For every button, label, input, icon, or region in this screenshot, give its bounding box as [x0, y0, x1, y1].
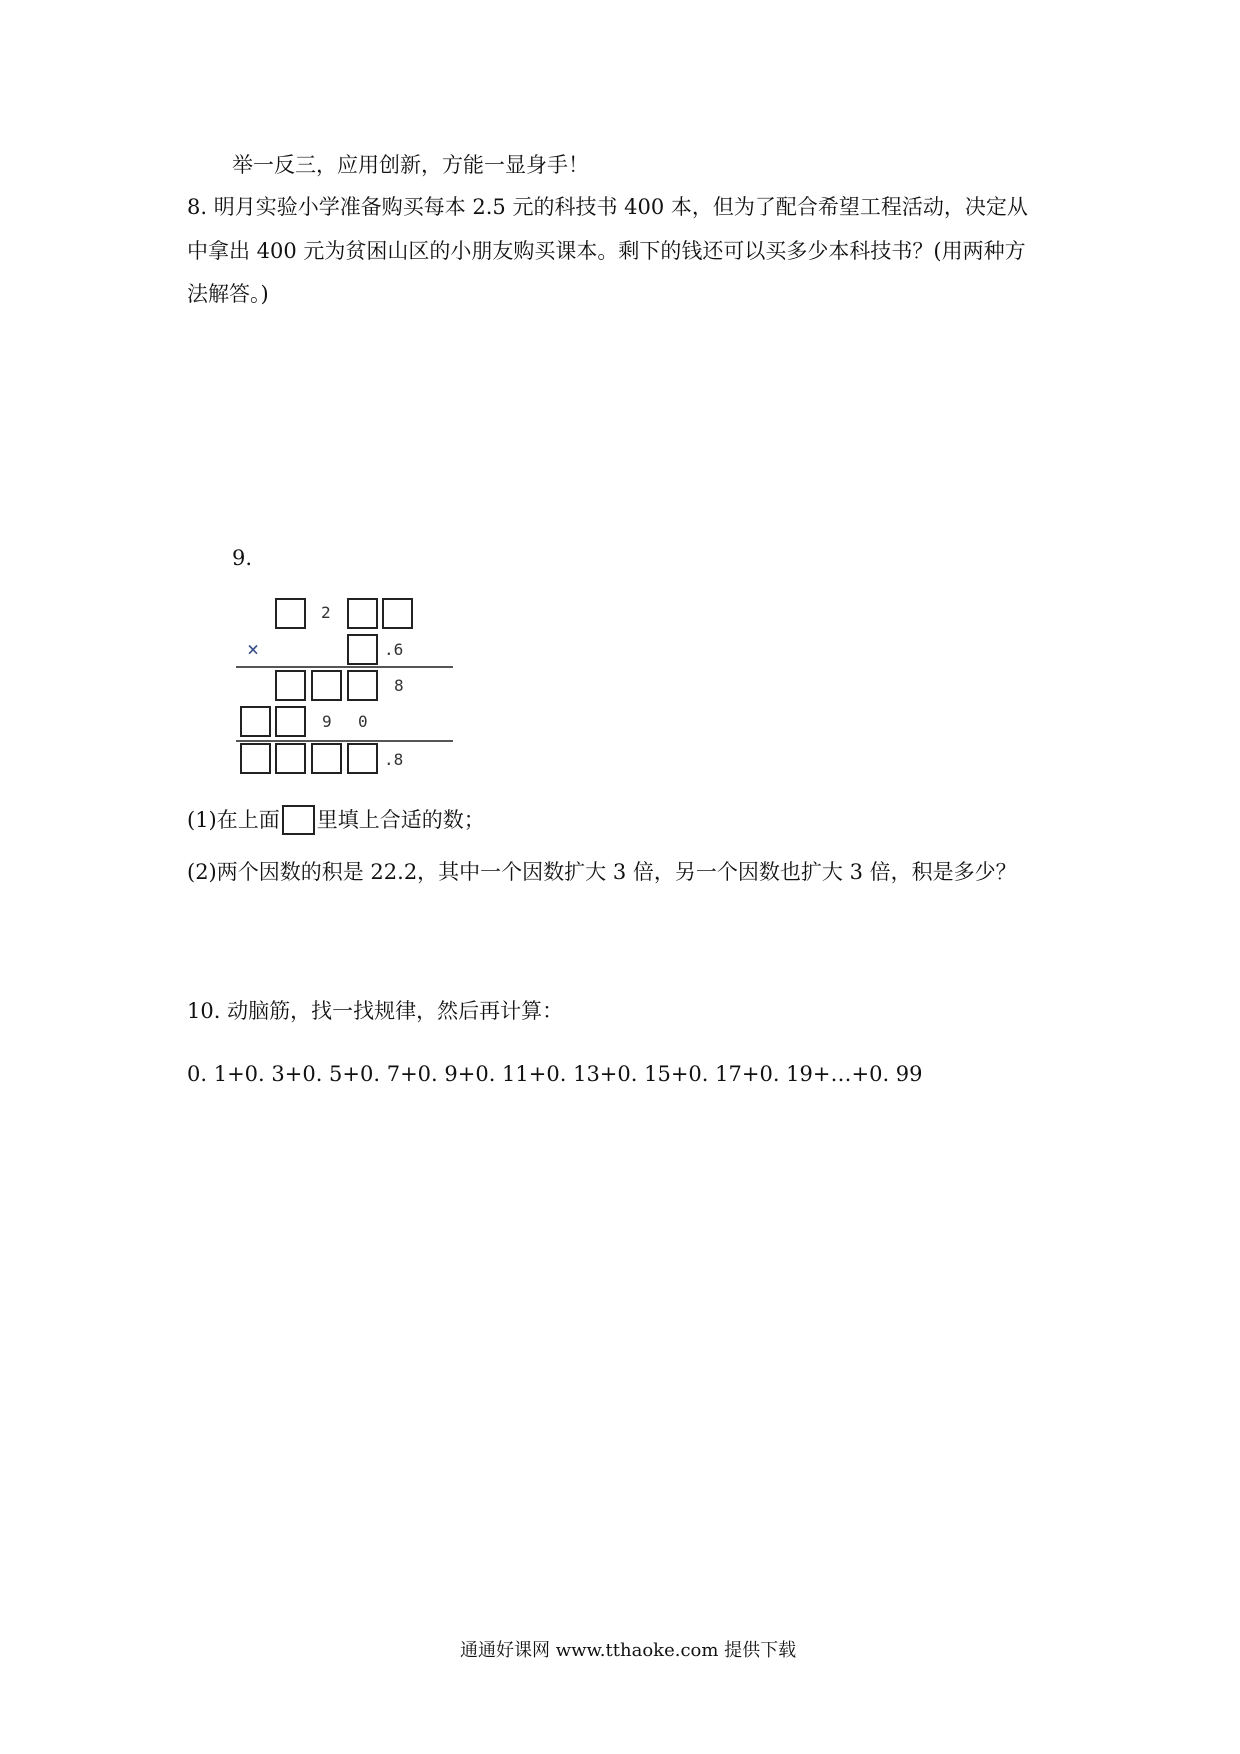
divider-line	[236, 666, 453, 668]
page-footer: 通通好课网 www.tthaoke.com 提供下载	[460, 1640, 797, 1661]
puzzle-digit: 9	[322, 712, 332, 731]
puzzle-blank-box[interactable]	[240, 706, 271, 737]
q9-part-1-before: (1)在上面	[187, 808, 280, 832]
puzzle-blank-box[interactable]	[275, 706, 306, 737]
puzzle-blank-box[interactable]	[240, 743, 271, 774]
q10-title: 10. 动脑筋，找一找规律，然后再计算：	[187, 999, 564, 1023]
q8-line-2: 中拿出 400 元为贫困山区的小朋友购买课本。剩下的钱还可以买多少本科技书？(用两种方	[187, 239, 1026, 263]
q9-part-1-after: 里填上合适的数；	[316, 808, 485, 832]
times-sign: ×	[247, 637, 260, 661]
puzzle-digit: .6	[384, 640, 404, 659]
puzzle-blank-box[interactable]	[311, 670, 342, 701]
puzzle-digit: 8	[394, 676, 404, 695]
q8-line-3: 法解答。)	[187, 282, 269, 306]
puzzle-blank-box[interactable]	[347, 743, 378, 774]
puzzle-blank-box[interactable]	[347, 634, 378, 665]
example-blank-box	[282, 805, 315, 835]
puzzle-digit: 0	[358, 712, 368, 731]
q9-number: 9.	[232, 546, 253, 570]
divider-line	[236, 740, 453, 742]
q10-expression: 0. 1+0. 3+0. 5+0. 7+0. 9+0. 11+0. 13+0. 15+0. 17+0. 19+…+0. 99	[187, 1062, 923, 1086]
puzzle-blank-box[interactable]	[275, 743, 306, 774]
puzzle-digit: 2	[321, 603, 331, 622]
intro-text: 举一反三，应用创新，方能一显身手！	[232, 153, 589, 177]
puzzle-blank-box[interactable]	[311, 743, 342, 774]
puzzle-blank-box[interactable]	[275, 670, 306, 701]
puzzle-blank-box[interactable]	[382, 598, 413, 629]
q9-part-2: (2)两个因数的积是 22.2，其中一个因数扩大 3 倍，另一个因数也扩大 3 倍，积是多少？	[187, 860, 1017, 884]
puzzle-blank-box[interactable]	[275, 598, 306, 629]
puzzle-digit: .8	[384, 750, 404, 769]
puzzle-blank-box[interactable]	[347, 670, 378, 701]
q9-part-1	[187, 805, 485, 835]
q8-line-1: 8. 明月实验小学准备购买每本 2.5 元的科技书 400 本，但为了配合希望工程活动，决定从	[187, 195, 1028, 219]
puzzle-blank-box[interactable]	[347, 598, 378, 629]
